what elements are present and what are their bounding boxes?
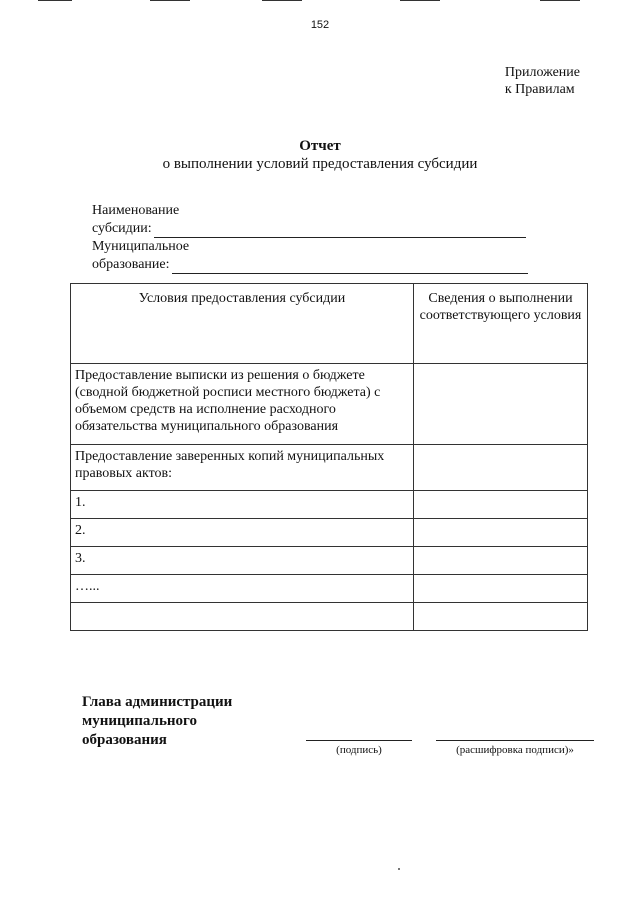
top-edge-line <box>150 0 190 1</box>
fulfillment-cell[interactable] <box>414 547 588 575</box>
table-row <box>71 603 588 631</box>
fulfillment-cell[interactable] <box>414 364 588 445</box>
conditions-table <box>70 283 588 631</box>
fulfillment-cell[interactable] <box>414 519 588 547</box>
subsidy-name-label: Наименование <box>92 203 180 218</box>
document-title <box>0 137 640 173</box>
subsidy-name-field <box>92 220 528 238</box>
appendix-line-2: к Правилам <box>504 82 575 97</box>
table-header-row <box>71 284 588 364</box>
fulfillment-cell[interactable] <box>414 491 588 519</box>
subsidy-name-blank[interactable] <box>154 224 526 238</box>
signatory-title <box>82 693 232 750</box>
condition-cell[interactable] <box>71 603 414 631</box>
fulfillment-cell[interactable] <box>414 575 588 603</box>
table-row <box>71 575 588 603</box>
fulfillment-cell[interactable] <box>414 603 588 631</box>
signatory-line-3: образования <box>82 732 167 748</box>
appendix-note <box>505 64 580 98</box>
scan-dot <box>398 868 400 870</box>
decoding-caption: (расшифровка подписи)» <box>456 744 574 756</box>
signatory-line-2: муниципального <box>82 713 197 729</box>
municipality-label-cont: образование: <box>92 257 170 272</box>
report-fields <box>92 202 528 274</box>
top-edge-line <box>262 0 302 1</box>
table-row <box>71 519 588 547</box>
top-edge-line <box>540 0 580 1</box>
appendix-line-1: Приложение <box>504 65 580 80</box>
top-edge-line <box>400 0 440 1</box>
top-edge-line <box>38 0 72 1</box>
header-conditions: Условия предоставления субсидии <box>71 284 414 364</box>
fulfillment-cell[interactable] <box>414 445 588 491</box>
condition-cell: Предоставление выписки из решения о бюджете (сводной бюджетной росписи местного бюджета) с объемом средств на исполнение расходного обязательства муниципального образования <box>71 364 414 445</box>
condition-cell: …... <box>71 575 414 603</box>
signatory-line-1: Глава администрации <box>82 694 233 710</box>
page-number: 152 <box>310 19 330 31</box>
condition-cell: 1. <box>71 491 414 519</box>
municipality-blank[interactable] <box>172 260 528 274</box>
condition-cell: 3. <box>71 547 414 575</box>
decoding-slot <box>436 740 594 756</box>
table-row <box>71 445 588 491</box>
table-row <box>71 547 588 575</box>
title-subtitle: о выполнении условий предоставления субсидии <box>162 156 478 172</box>
municipality-label: Муниципальное <box>92 239 190 254</box>
signature-caption: (подпись) <box>336 744 382 756</box>
signature-line[interactable] <box>306 740 412 741</box>
title-main: Отчет <box>299 138 341 154</box>
condition-cell: Предоставление заверенных копий муниципальных правовых актов: <box>71 445 414 491</box>
condition-cell: 2. <box>71 519 414 547</box>
header-fulfillment: Сведения о выполнении соответствующего условия <box>414 284 588 364</box>
subsidy-name-label-cont: субсидии: <box>92 221 152 236</box>
table-row <box>71 364 588 445</box>
signature-slot <box>306 740 412 756</box>
municipality-field <box>92 256 528 274</box>
decoding-line[interactable] <box>436 740 594 741</box>
table-row <box>71 491 588 519</box>
